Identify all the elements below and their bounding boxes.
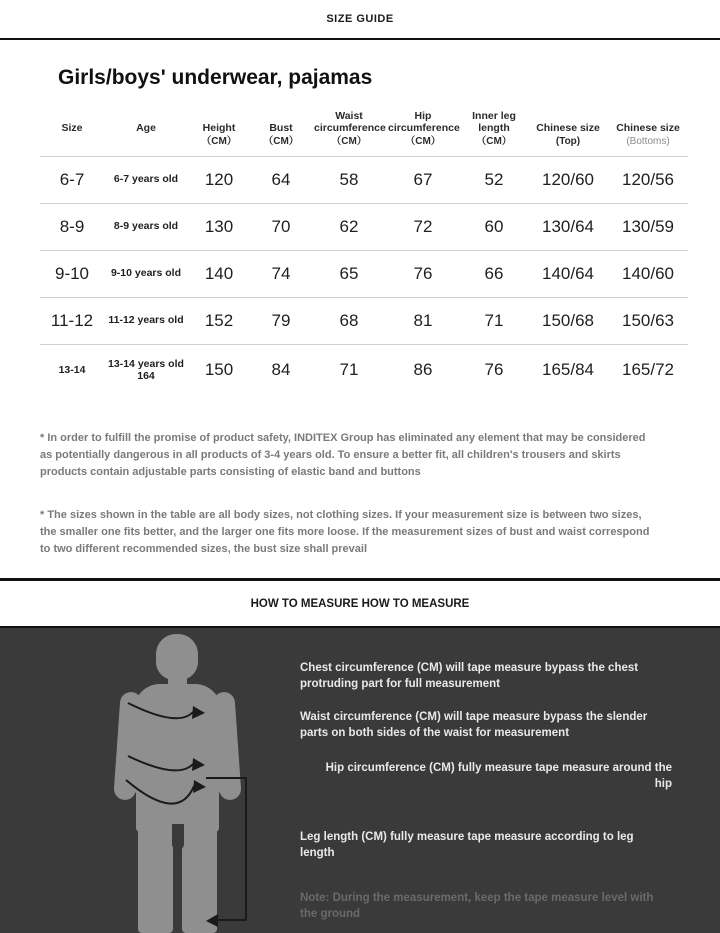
table-row — [40, 156, 688, 203]
col-unit-chinese-top: (Top) — [555, 136, 581, 148]
page-title: Girls/boys' underwear, pajamas — [58, 66, 373, 89]
col-unit-waist: （CM） — [331, 136, 367, 148]
cell-waist: 71 — [312, 344, 386, 396]
cell-bust: 70 — [250, 203, 312, 250]
table-header-row — [40, 108, 688, 135]
size-table — [40, 108, 688, 396]
cell-inner-leg: 60 — [460, 203, 528, 250]
cell-hip: 67 — [386, 156, 460, 203]
cell-chinese-bottom: 120/56 — [608, 156, 688, 203]
how-to-measure-header-title: HOW TO MEASURE HOW TO MEASURE — [250, 597, 470, 610]
instruction-leg-length: Leg length (CM) fully measure tape measure according to leg length — [300, 831, 634, 859]
cell-size: 11-12 — [40, 297, 104, 344]
col-unit-size — [40, 135, 104, 156]
cell-bust: 74 — [250, 250, 312, 297]
col-unit-hip: （CM） — [405, 136, 441, 148]
col-unit-inner-leg: （CM） — [476, 136, 512, 148]
col-header-size: Size — [61, 122, 83, 135]
cell-hip: 76 — [386, 250, 460, 297]
cell-hip: 81 — [386, 297, 460, 344]
cell-age: 8-9 years old — [104, 203, 188, 250]
cell-chinese-top: 130/64 — [528, 203, 608, 250]
cell-chinese-top: 150/68 — [528, 297, 608, 344]
cell-waist: 58 — [312, 156, 386, 203]
instruction-waist: Waist circumference (CM) will tape measure bypass the slender parts on both sides of the waist for measurement — [300, 711, 648, 739]
cell-chinese-bottom: 165/72 — [608, 344, 688, 396]
size-guide-header — [0, 0, 720, 40]
col-unit-height: （CM） — [201, 136, 237, 148]
col-header-chinese-bottom: Chinese size — [616, 122, 680, 135]
cell-age: 13-14 years old 164 — [104, 344, 188, 396]
instruction-hip: Hip circumference (CM) fully measure tape measure around the hip — [325, 762, 672, 790]
cell-waist: 62 — [312, 203, 386, 250]
cell-age: 11-12 years old — [104, 297, 188, 344]
cell-waist: 65 — [312, 250, 386, 297]
table-row — [40, 203, 688, 250]
table-row — [40, 297, 688, 344]
cell-waist: 68 — [312, 297, 386, 344]
cell-size: 9-10 — [40, 250, 104, 297]
table-unit-row — [40, 135, 688, 156]
how-to-measure-body — [0, 628, 720, 933]
cell-chinese-bottom: 140/60 — [608, 250, 688, 297]
cell-age: 9-10 years old — [104, 250, 188, 297]
cell-age: 6-7 years old — [104, 156, 188, 203]
body-figure — [98, 628, 258, 933]
cell-inner-leg: 71 — [460, 297, 528, 344]
cell-size: 6-7 — [40, 156, 104, 203]
cell-chinese-bottom: 150/63 — [608, 297, 688, 344]
cell-height: 150 — [188, 344, 250, 396]
col-header-waist: Waist circumference — [314, 110, 386, 135]
col-header-inner-leg: Inner leg length — [472, 110, 516, 135]
size-table-wrap — [40, 108, 680, 396]
table-row — [40, 344, 688, 396]
cell-size: 13-14 — [40, 344, 104, 396]
cell-height: 152 — [188, 297, 250, 344]
table-row — [40, 250, 688, 297]
cell-height: 130 — [188, 203, 250, 250]
notes-section — [40, 430, 660, 558]
cell-height: 140 — [188, 250, 250, 297]
how-to-measure-instructions — [300, 628, 700, 933]
col-header-bust: Bust — [269, 122, 293, 135]
cell-chinese-top: 165/84 — [528, 344, 608, 396]
note-sizing: * The sizes shown in the table are all body sizes, not clothing sizes. If your measurement size is between two sizes, the smaller one fits better, and the larger one fits more loose. If the measurement sizes of bust and waist correspond to two different recommended sizes, the bust size shall prevail — [40, 508, 650, 556]
col-header-age: Age — [136, 122, 156, 135]
cell-inner-leg: 52 — [460, 156, 528, 203]
note-safety: * In order to fulfill the promise of product safety, INDITEX Group has eliminated any element that may be considered as potentially dangerous in all products of 3-4 years old. To ensure a better fit, all children's trousers and skirts products contain adjustable parts consisting of elastic band and buttons — [40, 431, 646, 478]
cell-height: 120 — [188, 156, 250, 203]
size-guide-header-title: SIZE GUIDE — [326, 13, 394, 25]
col-unit-bust: （CM） — [263, 136, 299, 148]
col-unit-age — [104, 135, 188, 156]
cell-chinese-top: 140/64 — [528, 250, 608, 297]
cell-inner-leg: 66 — [460, 250, 528, 297]
col-header-chinese-top: Chinese size — [536, 122, 600, 135]
cell-bust: 64 — [250, 156, 312, 203]
cell-hip: 86 — [386, 344, 460, 396]
cell-inner-leg: 76 — [460, 344, 528, 396]
instruction-chest: Chest circumference (CM) will tape measure bypass the chest protruding part for full measurement — [300, 662, 639, 690]
cell-hip: 72 — [386, 203, 460, 250]
cell-chinese-top: 120/60 — [528, 156, 608, 203]
cell-size: 8-9 — [40, 203, 104, 250]
cell-bust: 79 — [250, 297, 312, 344]
col-header-height: Height — [202, 122, 236, 135]
cell-chinese-bottom: 130/59 — [608, 203, 688, 250]
col-header-hip: Hip circumference — [388, 110, 460, 135]
how-to-measure-header — [0, 581, 720, 628]
col-unit-chinese-bottom: (Bottoms) — [626, 136, 670, 148]
instruction-note: Note: During the measurement, keep the tape measure level with the ground — [300, 892, 654, 920]
cell-bust: 84 — [250, 344, 312, 396]
